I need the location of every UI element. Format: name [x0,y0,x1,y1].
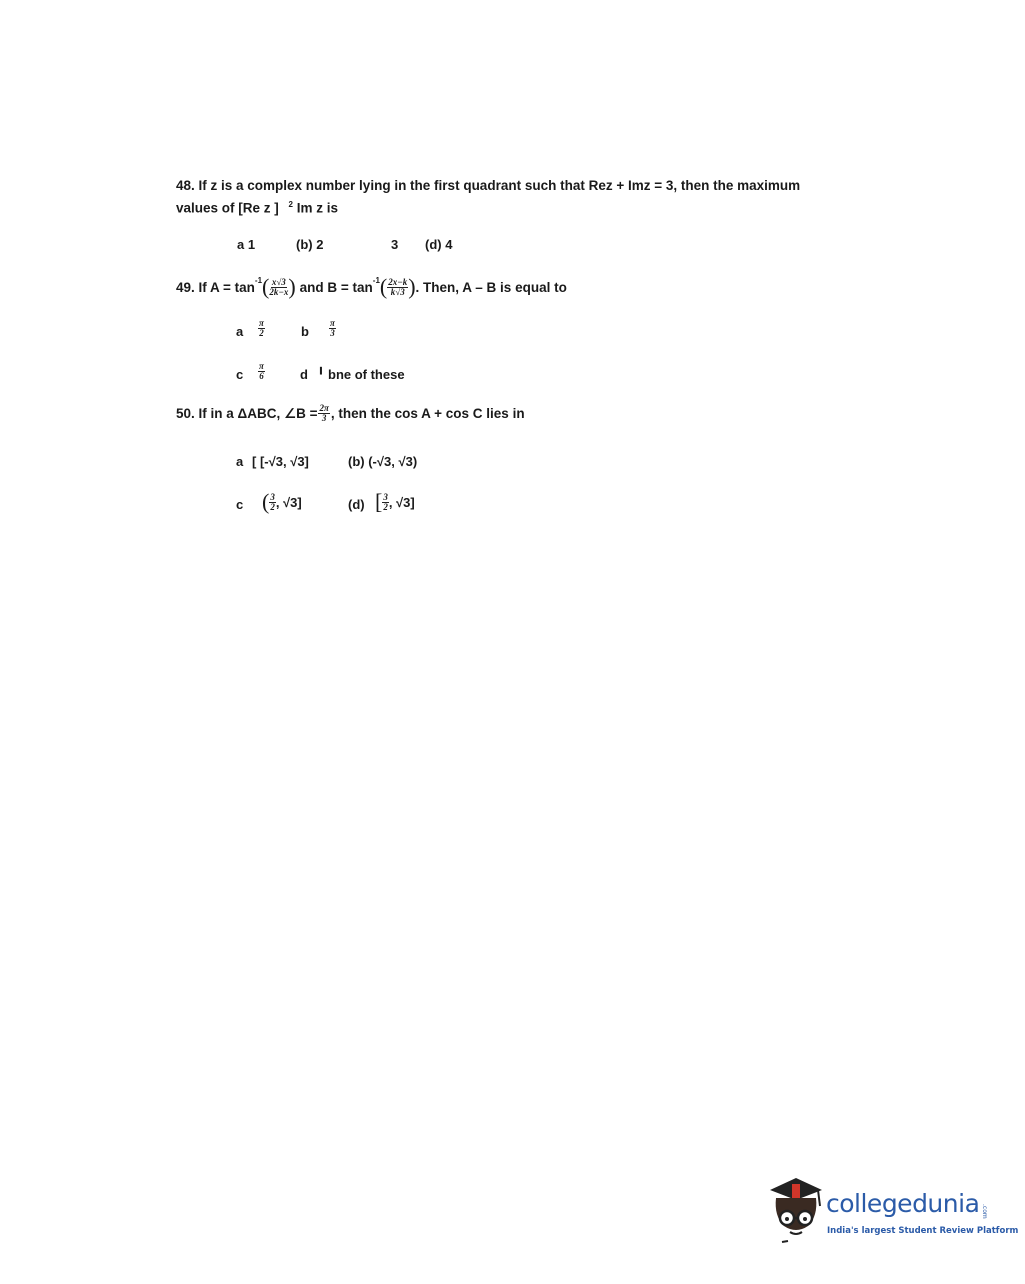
q49-f1-den: 2k−x [269,286,289,297]
q49-stem [176,274,567,300]
q49-f1-num: x√3 [271,276,286,287]
brand-name: collegedunia [826,1189,980,1218]
q49-b-num: π [330,318,335,328]
q50-d-den: 2 [383,501,388,512]
q50-option-c-value [262,489,302,515]
q50-stem [176,404,525,423]
q50-c-den: 2 [270,501,275,512]
q49-fraction-2 [387,278,408,297]
q48-exponent: 2 [288,200,293,209]
q49-option-a-value [258,319,265,338]
q50-prefix: 50. If in a ΔABC, ∠B = [176,405,318,421]
q49-inverse-1: -1 [254,276,263,285]
collegedunia-mascot-icon [766,1176,826,1246]
q50-option-b: (b) (-√3, √3) [348,454,418,469]
q48-line1: 48. If z is a complex number lying in the first quadrant such that Rez + Imz = 3, then the maximum [176,178,801,193]
q49-paren-close-2: ) [408,274,416,299]
q49-option-c-value [258,362,265,381]
q49-prefix: 49. If A = tan [176,279,255,295]
q48-line2 [176,200,338,216]
q50-suffix: , then the cos A + cos C lies in [330,406,525,421]
q49-option-a-label: a [236,324,244,339]
q49-c-den: 6 [259,371,264,381]
q50-option-c-label: c [236,497,244,512]
q50-d-tail: , √3] [388,494,415,510]
q50-c-num: 3 [270,491,275,502]
q48-option-b: (b) 2 [296,237,324,252]
q49-a-num: π [259,318,264,328]
q50-option-a-label: a [236,454,244,469]
q49-f2-den: k√3 [390,286,405,297]
q50-option-a-value: [ [-√3, √3] [252,454,309,469]
q50-c-tail: , √3] [275,494,302,510]
q49-suffix: . Then, A – B is equal to [415,279,567,295]
q49-f2-num: 2x−k [388,276,408,287]
q50-option-d-value [375,489,415,515]
q49-paren-open-2: ( [379,274,388,299]
q50-c-paren: ( [262,489,270,514]
brand-tagline: India's largest Student Review Platform [827,1226,1019,1236]
q49-fraction-1 [269,278,288,297]
q50-d-bracket: [ [375,489,383,514]
q49-inverse-2: -1 [372,276,380,285]
q48-option-a: a 1 [237,237,256,252]
q49-option-d-label: d [300,367,308,382]
brand-domain: .com [981,1204,988,1219]
q48-option-d: (d) 4 [425,237,453,252]
q49-a-den: 2 [259,328,264,338]
q49-option-d-mark: ╹ [317,367,325,382]
q48-option-c: 3 [391,237,399,252]
q50-fraction [318,404,329,423]
q50-f-den: 3 [321,413,327,423]
q49-option-b-value [329,319,336,338]
q49-paren-open-1: ( [262,274,270,299]
q49-mid: and B = tan [299,279,373,295]
q50-d-num: 3 [383,491,388,502]
q49-c-num: π [259,361,264,371]
q49-option-c-label: c [236,367,244,382]
q50-option-d-label: (d) [348,497,365,512]
q49-option-d-text: bne of these [328,367,405,382]
q49-paren-close-1: ) [288,274,296,299]
q48-line2-a: values of [Re z ] [176,200,279,216]
q50-f-num: 2π [319,403,329,413]
q49-b-den: 3 [330,328,335,338]
q49-option-b-label: b [301,324,309,339]
q48-line2-b: Im z is [296,200,339,216]
